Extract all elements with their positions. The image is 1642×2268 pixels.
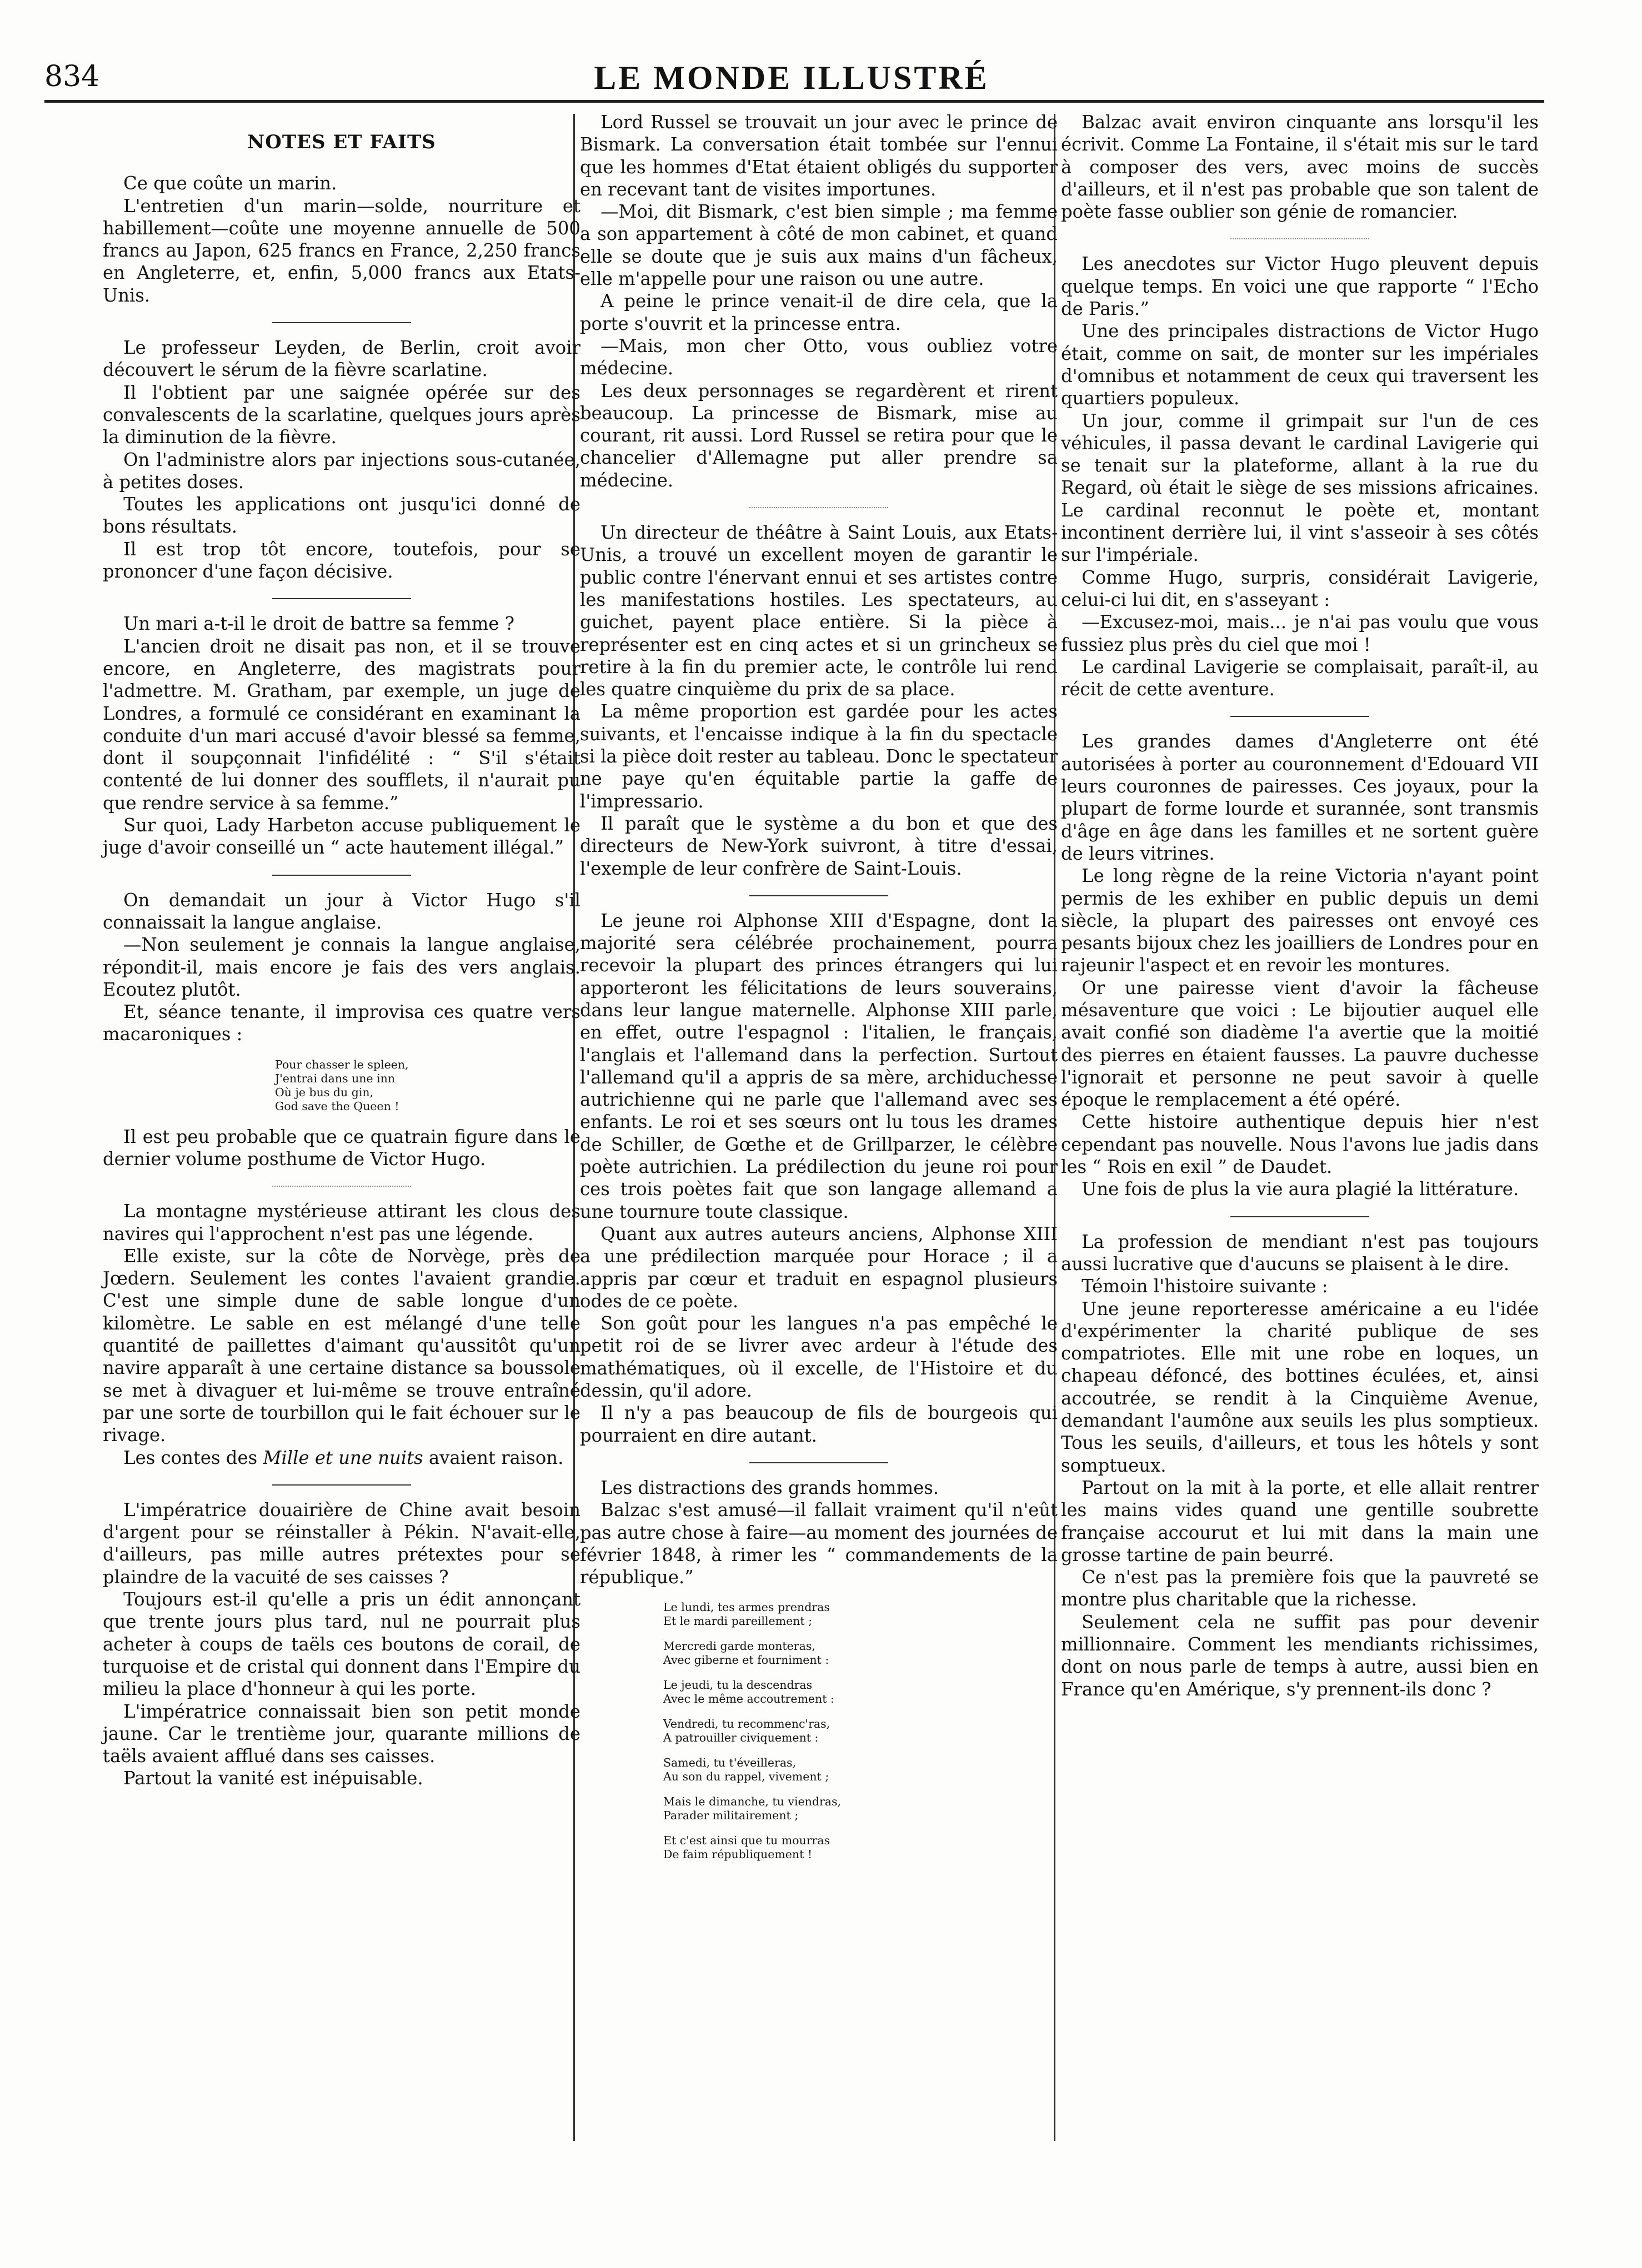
separator	[1230, 238, 1369, 239]
separator	[272, 1484, 411, 1486]
column-3	[1061, 111, 1539, 1700]
header-rule	[44, 100, 1544, 103]
paragraph: Une fois de plus la vie aura plagié la littérature.	[1082, 1178, 1519, 1200]
paragraph: —Excusez-moi, mais... je n'ai pas voulu que vous fussiez plus près du ciel que moi !	[1061, 611, 1539, 655]
verse-line: A patrouiller civiquement :	[663, 1731, 819, 1745]
paragraph: On demandait un jour à Victor Hugo s'il connaissait la langue anglaise.	[103, 889, 580, 933]
separator	[1230, 716, 1369, 717]
separator	[272, 598, 411, 599]
paragraph: Partout on la mit à la porte, et elle allait rentrer les mains vides quand une gentille soubrette française accourut et lui mit dans la main une grosse tartine de pain beurré.	[1061, 1477, 1539, 1565]
verse-stanza	[663, 1600, 1058, 1628]
paragraph: Ce que coûte un marin.	[123, 173, 337, 194]
paragraph: L'ancien droit ne disait pas non, et il se trouve encore, en Angleterre, des magistrats pour l'admettre. M. Gratham, par exemple, un juge de Londres, a formulé ce considérant en examinant la conduite d'un mari accusé d'avoir blessé sa femme, dont il soupçonnait l'infidélité : “ S'il s'était contenté de lui donner des soufflets, il n'aurait pu que rendre service à sa femme.”	[103, 635, 580, 814]
paragraph: Le long règne de la reine Victoria n'ayant point permis de les exhiber en public depuis un demi siècle, la plupart des pairesses ont envoyé ces pesants bijoux chez les joailliers de Londres pour en rajeunir l'aspect et en revoir les montures.	[1061, 865, 1539, 976]
paragraph: Le jeune roi Alphonse XIII d'Espagne, dont la majorité sera célébrée prochainement, pourra recevoir la plupart des princes étrangers qui lui apporteront les félicitations de leurs souverains, dans leur langue maternelle. Alphonse XIII parle, en effet, outre l'espagnol : l'italien, le français, l'anglais et l'allemand dans la perfection. Surtout l'allemand qu'il a appris de sa mère, archiduchesse autrichienne qui ne parle que l'allemand avec ses enfants. Le roi et ses sœurs ont lu tous les drames de Schiller, de Gœthe et de Grillparzer, le célèbre poète autrichien. La prédilection du jeune roi pour ces trois poètes fait que son langage allemand a une tournure toute classique.	[580, 910, 1058, 1222]
masthead: LE MONDE ILLUSTRÉ	[594, 59, 989, 96]
paragraph: Cette histoire authentique depuis hier n'est cependant pas nouvelle. Nous l'avons lue jadis dans les “ Rois en exil ” de Daudet.	[1061, 1111, 1539, 1178]
paragraph: Les grandes dames d'Angleterre ont été autorisées à porter au couronnement d'Edouard VII leurs couronnes de pairesses. Ces joyaux, pour la plupart de forme lourde et surannée, sont transmis d'âge en âge dans les familles et ne sortent guère de leurs vitrines.	[1061, 731, 1539, 864]
verse-line: Au son du rappel, vivement ;	[663, 1770, 829, 1784]
separator	[1230, 1216, 1369, 1217]
verse-stanza	[663, 1756, 1058, 1784]
verse-line: Avec giberne et fourniment :	[663, 1653, 829, 1667]
paragraph: Comme Hugo, surpris, considérait Lavigerie, celui-ci lui dit, en s'asseyant :	[1061, 566, 1539, 610]
paragraph: Les anecdotes sur Victor Hugo pleuvent depuis quelque temps. En voici une que rapporte “ l'Echo de Paris.”	[1061, 253, 1539, 320]
text: Les contes des	[123, 1447, 258, 1468]
paragraph: Les distractions des grands hommes.	[600, 1477, 939, 1498]
paragraph: A peine le prince venait-il de dire cela, que la porte s'ouvrit et la princesse entra.	[580, 290, 1058, 334]
column-2	[580, 111, 1058, 1874]
paragraph: Le cardinal Lavigerie se complaisait, paraît-il, au récit de cette aventure.	[1061, 656, 1539, 700]
paragraph: Une jeune reporteresse américaine a eu l'idée d'expérimenter la charité publique de ses compatriotes. Elle mit une robe en loques, un chapeau défoncé, des bottines éculées, et, ainsi accoutrée, se rendit à la Cinquième Avenue, demandant l'aumône aux seuils les plus somptieux. Tous les seuils, d'ailleurs, et tous les hôtels y sont somptueux.	[1061, 1298, 1539, 1476]
paragraph: Témoin l'histoire suivante :	[1082, 1276, 1328, 1297]
verse-stanza	[663, 1678, 1058, 1706]
paragraph: Or une pairesse vient d'avoir la fâcheuse mésaventure que voici : Le bijoutier auquel elle avait confié son diadème l'a avertie que la moitié des pierres en étaient fausses. La pauvre duchesse l'ignorait et personne ne peut savoir à quelle époque le remplacement a été opéré.	[1061, 977, 1539, 1111]
paragraph	[103, 1447, 580, 1469]
paragraph: Il est peu probable que ce quatrain figure dans le dernier volume posthume de Victor Hugo.	[103, 1126, 580, 1170]
paragraph: Partout la vanité est inépuisable.	[123, 1768, 423, 1789]
paragraph: Toutes les applications ont jusqu'ici donné de bons résultats.	[103, 494, 580, 538]
verse-line: Parader militairement ;	[663, 1809, 799, 1823]
paragraph: Seulement cela ne suffit pas pour devenir millionnaire. Comment les mendiants richissimes, dont on nous parle de temps à autre, aussi bien en France qu'en Amérique, s'y prennent-ils donc ?	[1061, 1611, 1539, 1700]
paragraph: Le professeur Leyden, de Berlin, croit avoir découvert le sérum de la fièvre scarlatine.	[103, 337, 580, 381]
verse-line: Pour chasser le spleen,	[275, 1057, 409, 1071]
verse-line: Le lundi, tes armes prendras	[663, 1600, 830, 1614]
page-header	[44, 60, 1539, 99]
paragraph: Un directeur de théâtre à Saint Louis, aux Etats-Unis, a trouvé un excellent moyen de garantir le public contre l'énervant ennui et ses artistes contre les manifestations hostiles. Les spectateurs, au guichet, payent place entière. Si la pièce à représenter est en cinq actes et si un grincheux se retire à la fin du premier acte, le contrôle lui rend les quatre cinquième du prix de sa place.	[580, 522, 1058, 700]
section-title: NOTES ET FAITS	[247, 131, 436, 153]
paragraph: Il n'y a pas beaucoup de fils de bourgeois qui pourraient en dire autant.	[580, 1402, 1058, 1446]
paragraph: L'impératrice douairière de Chine avait besoin d'argent pour se réinstaller à Pékin. N'avait-elle, d'ailleurs, pas mille autres prétextes pour se plaindre de la vacuité de ses caisses ?	[103, 1499, 580, 1588]
verse-line: Le jeudi, tu la descendras	[663, 1678, 813, 1692]
separator	[749, 895, 888, 896]
paragraph: —Non seulement je connais la langue anglaise, répondit-il, mais encore je fais des vers anglais. Ecoutez plutôt.	[103, 934, 580, 1000]
verse-line: God save the Queen !	[275, 1099, 399, 1113]
verse-line: Avec le même accoutrement :	[663, 1692, 834, 1706]
verse-line: Et c'est ainsi que tu mourras	[663, 1834, 830, 1848]
paragraph: Et, séance tenante, il improvisa ces quatre vers macaroniques :	[103, 1001, 580, 1045]
verse-line: Vendredi, tu recommenc'ras,	[663, 1717, 830, 1731]
verse-line: Mais le dimanche, tu viendras,	[663, 1795, 842, 1809]
paragraph: Les deux personnages se regardèrent et rirent beaucoup. La princesse de Bismark, mise au courant, rit aussi. Lord Russel se retira pour que le chancelier d'Allemagne put aller prendre sa médecine.	[580, 380, 1058, 491]
paragraph: Une des principales distractions de Victor Hugo était, comme on sait, de monter sur les impériales d'omnibus et notamment de ceux qui traversent les quartiers populeux.	[1061, 320, 1539, 409]
text: avaient raison.	[429, 1447, 564, 1468]
page-number: 834	[44, 60, 100, 93]
paragraph: Toujours est-il qu'elle a pris un édit annonçant que trente jours plus tard, nul ne pourrait plus acheter à coups de taëls ces boutons de corail, de turquoise et de cristal qui donnent dans l'Empire du milieu la place d'honneur à qui les porte.	[103, 1589, 580, 1700]
paragraph: Balzac s'est amusé—il fallait vraiment qu'il n'eût pas autre chose à faire—au moment des journées de février 1848, à rimer les “ commandements de la république.”	[580, 1499, 1058, 1588]
paragraph: L'entretien d'un marin—solde, nourriture et habillement—coûte une moyenne annuelle de 500 francs au Japon, 625 francs en France, 2,250 francs en Angleterre, et, enfin, 5,000 francs aux Etats-Unis.	[103, 195, 580, 306]
separator	[272, 875, 411, 876]
paragraph: Son goût pour les langues n'a pas empêché le petit roi de se livrer avec ardeur à l'étude des mathématiques, où il excelle, de l'Histoire et du dessin, qu'il adore.	[580, 1313, 1058, 1402]
paragraph: Il paraît que le système a du bon et que des directeurs de New-York suivront, à titre d'essai, l'exemple de leur confrère de Saint-Louis.	[580, 812, 1058, 879]
verse-stanza	[663, 1834, 1058, 1861]
paragraph: —Moi, dit Bismark, c'est bien simple ; ma femme a son appartement à côté de mon cabinet, et quand elle se doute que je suis aux mains d'un fâcheux, elle m'appelle pour une raison ou une autre.	[580, 201, 1058, 290]
verse-commandments	[663, 1600, 1058, 1861]
paragraph: Il est trop tôt encore, toutefois, pour se prononcer d'une façon décisive.	[103, 538, 580, 583]
verse-line: J'entrai dans une inn	[275, 1071, 396, 1085]
verse-line: Samedi, tu t'éveilleras,	[663, 1756, 797, 1770]
paragraph: La même proportion est gardée pour les actes suivants, et l'encaisse indique à la fin du spectacle si la pièce doit rester au tableau. Donc le spectateur ne paye qu'en équitable partie la gaffe de l'impressario.	[580, 701, 1058, 812]
verse-stanza	[663, 1795, 1058, 1823]
verse-stanza	[663, 1717, 1058, 1745]
separator	[272, 1186, 411, 1187]
book-title: Mille et une nuits	[263, 1447, 423, 1468]
verse-stanza	[663, 1639, 1058, 1667]
verse-line: Mercredi garde monteras,	[663, 1639, 815, 1653]
paragraph: La profession de mendiant n'est pas toujours aussi lucrative que d'aucuns se plaisent à le dire.	[1061, 1231, 1539, 1275]
paragraph: On l'administre alors par injections sous-cutanée, à petites doses.	[103, 449, 580, 493]
paragraph: L'impératrice connaissait bien son petit monde jaune. Car le trentième jour, quarante millions de taëls avaient afflué dans ses caisses.	[103, 1700, 580, 1767]
separator	[272, 322, 411, 323]
paragraph: Quant aux autres auteurs anciens, Alphonse XIII a une prédilection marquée pour Horace ; il a appris par cœur et traduit en espagnol plusieurs odes de ce poète.	[580, 1223, 1058, 1312]
separator	[749, 1462, 888, 1463]
verse-line: Où je bus du gin,	[275, 1085, 374, 1099]
paragraph: La montagne mystérieuse attirant les clous des navires qui l'approchent n'est pas une légende.	[103, 1201, 580, 1245]
separator	[749, 507, 888, 508]
verse-line: Et le mardi pareillement ;	[663, 1614, 813, 1628]
paragraph: Elle existe, sur la côte de Norvège, près de Jœdern. Seulement les contes l'avaient grandie. C'est une simple dune de sable longue d'un kilomètre. Le sable en est mélangé d'une telle quantité de paillettes d'aimant qu'aussitôt qu'un navire apparaît à une certaine distance sa boussole se met à divaguer et lui-même se trouve entraîné par une sorte de tourbillon qui le fait échouer sur le rivage.	[103, 1245, 580, 1446]
paragraph: Lord Russel se trouvait un jour avec le prince de Bismark. La conversation était tombée sur l'ennui que les hommes d'Etat étaient obligés du supporter en recevant tant de visites importunes.	[580, 112, 1058, 200]
paragraph: Un mari a-t-il le droit de battre sa femme ?	[123, 613, 515, 635]
paragraph: Un jour, comme il grimpait sur l'un de ces véhicules, il passa devant le cardinal Lavigerie qui se tenait sur la plateforme, allant à la rue du Regard, où était le siège de ses missions africaines. Le cardinal reconnut le poète et, montant incontinent derrière lui, il vint s'asseoir à ses côtés sur l'impériale.	[1061, 410, 1539, 566]
verse-quatrain	[275, 1058, 580, 1113]
column-1	[103, 111, 580, 1790]
paragraph: Il l'obtient par une saignée opérée sur des convalescents de la scarlatine, quelques jours après la diminution de la fièvre.	[103, 382, 580, 448]
paragraph: Balzac avait environ cinquante ans lorsqu'il les écrivit. Comme La Fontaine, il s'était mis sur le tard à composer des vers, avec moins de succès d'ailleurs, et il n'est pas probable que son talent de poète fasse oublier son génie de romancier.	[1061, 112, 1539, 223]
paragraph: Sur quoi, Lady Harbeton accuse publiquement le juge d'avoir conseillé un “ acte hautement illégal.”	[103, 815, 580, 859]
verse-line: De faim républiquement !	[663, 1848, 813, 1861]
paragraph: Ce n'est pas la première fois que la pauvreté se montre plus charitable que la richesse.	[1061, 1567, 1539, 1610]
paragraph: —Mais, mon cher Otto, vous oubliez votre médecine.	[580, 335, 1058, 379]
